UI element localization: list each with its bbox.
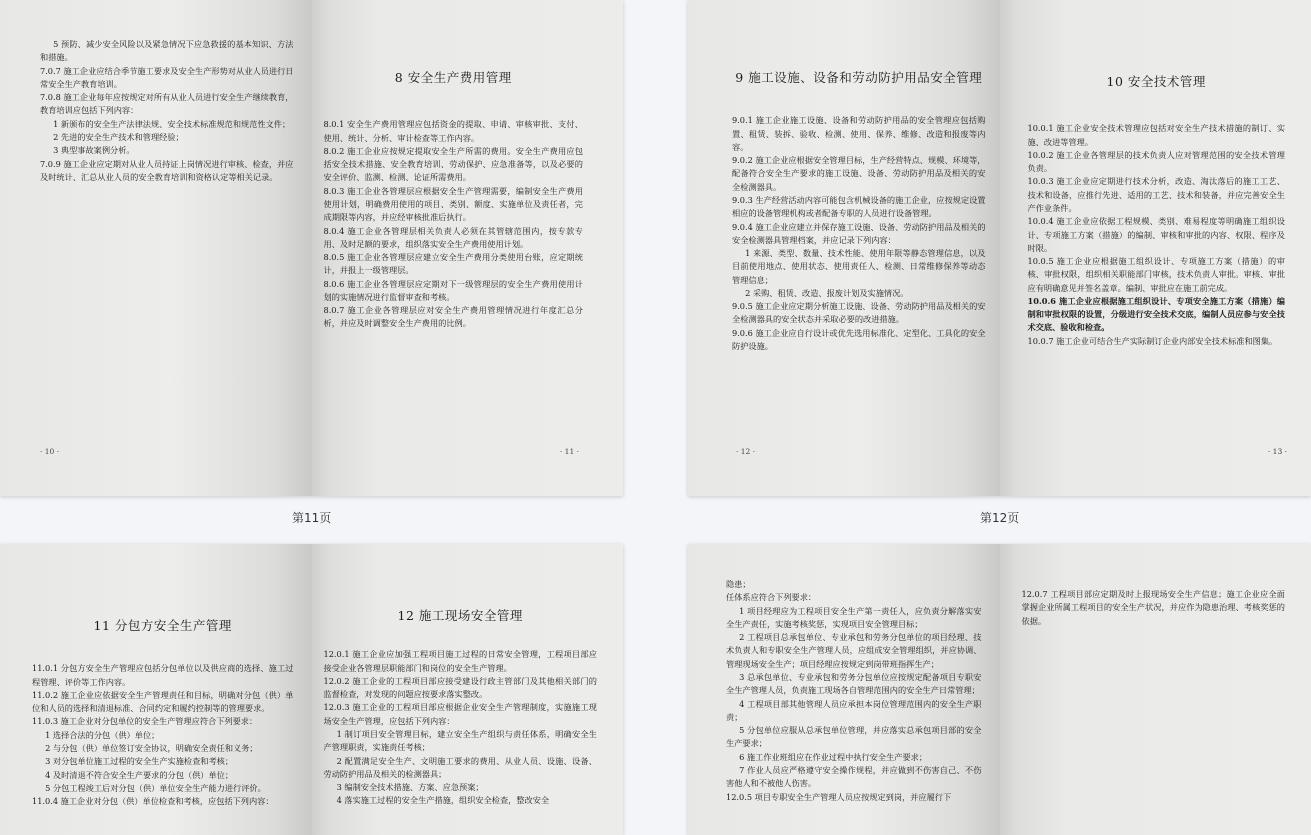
page-caption-11: 第11页 (292, 511, 332, 525)
book-page-13 (1000, 0, 1311, 496)
text-paragraph: 6 施工作业班组应在作业过程中执行安全生产要求； (739, 751, 928, 762)
chapter-title: 9 施工设施、设备和劳动防护用品安全管理 (735, 70, 983, 85)
text-paragraph: 2 与分包（供）单位签订安全协议，明确安全责任和义务； (45, 742, 258, 753)
text-paragraph: 11.0.3 施工企业对分包单位的安全生产管理应符合下列要求： (32, 716, 258, 727)
text-paragraph: 9.0.1 施工企业施工设施、设备和劳动防护用品的安全管理应包括购置、租赁、装拆、验收、检测、使用、保养、维修、改造和报废等内容。 (732, 115, 986, 152)
chapter-title: 12 施工现场安全管理 (397, 608, 523, 623)
text-paragraph: 7.0.7 施工企业应结合季节施工要求及安全生产形势对从业人员进行日常安全生产教育培训。 (40, 65, 294, 89)
book-page-11 (312, 0, 624, 496)
text-paragraph: 4 及时清退不符合安全生产要求的分包（供）单位； (45, 769, 234, 780)
page-text-block (324, 648, 598, 807)
text-paragraph: 1 选择合法的分包（供）单位； (45, 729, 160, 740)
page-caption-12: 第12页 (980, 511, 1020, 525)
text-paragraph: 3 编制安全技术措施、方案、应急预案； (336, 782, 484, 793)
text-paragraph: 3 典型事故案例分析。 (53, 145, 135, 156)
text-paragraph: 3 总承包单位、专业承包和劳务分包单位应按规定配备项目专职安全生产管理人员，负责施工现场各自管理范围内的安全生产日常管理； (726, 671, 982, 696)
text-paragraph: 11.0.4 施工企业对分包（供）单位检查和考核，应包括下列内容： (32, 796, 274, 807)
text-paragraph: 8.0.1 安全生产费用管理应包括资金的提取、申请、审核审批、支付、使用、统计、分析、审计检查等工作内容。 (323, 119, 583, 143)
text-paragraph: 1 新颁布的安全生产法律法规、安全技术标准规范和规范性文件； (53, 118, 291, 129)
text-paragraph: 任体系应符合下列要求： (726, 592, 817, 603)
text-paragraph: 10.0.3 施工企业应定期进行技术分析，改造、淘汰落后的施工工艺、技术和设备，应推行先进、适用的工艺、技术和装备，并应完善安全生产作业条件。 (1027, 176, 1285, 213)
text-paragraph: 10.0.2 施工企业各管理层的技术负责人应对管理范围的安全技术管理负责。 (1027, 149, 1285, 174)
text-paragraph: 隐患； (726, 579, 751, 589)
text-paragraph: 9.0.6 施工企业应自行设计或优先选用标准化、定型化、工具化的安全防护设施。 (732, 327, 986, 352)
book-page-15 (312, 544, 624, 835)
book-page-10 (0, 0, 312, 496)
page-text-block (32, 662, 294, 808)
page-text-block (40, 38, 294, 184)
text-paragraph: 5 预防、减少安全风险以及紧急情况下应急救援的基本知识、方法和措施。 (40, 39, 294, 63)
text-paragraph: 10.0.5 施工企业应根据施工组织设计、专项施工方案（措施）的审核、审批权限，组织相关职能部门审核，技术负责人审批。审核、审批应有明确意见并签名盖章。编制、审批应在施工前完成。 (1027, 256, 1285, 293)
text-paragraph: 4 工程项目部其他管理人员应承担本岗位管理范围内的安全生产职责； (726, 698, 982, 722)
text-paragraph: 2 先进的安全生产技术和管理经验； (53, 131, 184, 142)
page-number: · 12 · (736, 446, 756, 456)
text-paragraph: 2 配置满足安全生产、文明施工要求的费用、从业人员、设施、设备、劳动防护用品及相关的检测器具； (323, 755, 597, 779)
text-paragraph: 8.0.6 施工企业各管理层应定期对下一级管理层的安全生产费用使用计划的实施情况进行监督审查和考核。 (323, 278, 583, 302)
text-paragraph: 10.0.6 施工企业应根据施工组织设计、专项安全施工方案（措施）编制和审批权限的设置，分级进行安全技术交底，编制人员应参与安全技术交底、验收和检查。 (1027, 295, 1285, 333)
text-paragraph: 8.0.4 施工企业各管理层相关负责人必须在其管辖范围内，按专款专用、及时足额的要求，组织落实安全生产费用使用计划。 (323, 225, 583, 249)
page-number: · 13 · (1267, 446, 1287, 456)
text-paragraph: 7 作业人员应严格遵守安全操作规程，并应做到不伤害自己、不伤害他人和不被他人伤害。 (726, 764, 982, 789)
text-paragraph: 8.0.5 施工企业各管理层应建立安全生产费用分类使用台账，应定期统计，并报上一级管理层。 (323, 252, 583, 276)
book-page-16 (688, 544, 1000, 835)
book-page-12 (688, 0, 1000, 496)
text-paragraph: 12.0.7 工程项目部应定期及时上报现场安全生产信息；施工企业应全面掌握企业所属工程项目的安全生产状况，并应作为隐患治理、考核奖惩的依据。 (1021, 589, 1285, 626)
chapter-title: 11 分包方安全生产管理 (93, 618, 232, 633)
page-text-block (726, 578, 982, 804)
page-text-block (1028, 122, 1286, 348)
text-paragraph: 3 对分包单位施工过程的安全生产实施检查和考核； (45, 756, 234, 767)
chapter-title: 8 安全生产费用管理 (394, 70, 512, 85)
chapter-title: 10 安全技术管理 (1106, 74, 1206, 89)
text-paragraph: 10.0.1 施工企业安全技术管理应包括对安全生产技术措施的制订、实施、改进等管理。 (1027, 123, 1285, 147)
text-paragraph: 12.0.3 施工企业的工程项目部应根据企业安全生产管理制度，实施施工现场安全生产管理，应包括下列内容： (323, 702, 597, 726)
text-paragraph: 7.0.8 施工企业每年应按规定对所有从业人员进行安全生产继续教育，教育培训应包括下列内容： (40, 92, 294, 116)
text-paragraph: 7.0.9 施工企业应定期对从业人员持证上岗情况进行审核、检查，并应及时统计、汇总从业人员的安全教育培训和资格认定等相关记录。 (40, 158, 294, 182)
book-page-17 (1000, 544, 1311, 835)
page-text-block (324, 118, 584, 331)
text-paragraph: 8.0.7 施工企业各管理层应对安全生产费用管理情况进行年度汇总分析，并应及时调整安全生产费用的比例。 (323, 305, 583, 329)
text-paragraph: 2 工程项目总承包单位、专业承包和劳务分包单位的项目经理、技术负责人和专职安全生产管理人员，应组成安全管理组织，并应协调、管理现场安全生产；项目经理应按规定到岗带班指挥生产； (726, 632, 982, 669)
text-paragraph: 5 分包工程竣工后对分包（供）单位安全生产能力进行评价。 (45, 782, 266, 793)
text-paragraph: 10.0.7 施工企业可结合生产实际制订企业内部安全技术标准和图集。 (1027, 335, 1278, 346)
text-paragraph: 9.0.2 施工企业应根据安全管理目标，生产经营特点、规模、环境等，配备符合安全生产要求的施工设施、设备、劳动防护用品及相关的安全检测器具。 (732, 155, 986, 192)
text-paragraph: 8.0.2 施工企业应按规定提取安全生产所需的费用。安全生产费用应包括安全技术措施、安全教育培训、劳动保护、应急准备等，以及必要的安全评价、监测、检测、论证所需费用。 (323, 145, 583, 183)
page-spread-13[interactable] (0, 544, 623, 835)
page-text-block (732, 114, 986, 353)
page-text-block (1022, 588, 1286, 628)
text-paragraph: 9.0.5 施工企业应定期分析施工设施、设备、劳动防护用品及相关的安全检测器具的安全状态并采取必要的改进措施。 (732, 301, 986, 325)
text-paragraph: 10.0.4 施工企业应依据工程规模、类别、难易程度等明确施工组织设计、专项施工方案（措施）的编制、审核和审批的内容、权限、程序及时限。 (1027, 216, 1285, 253)
text-paragraph: 12.0.5 项目专职安全生产管理人员应按规定到岗，并应履行下 (726, 791, 952, 802)
text-paragraph: 9.0.4 施工企业应建立并保存施工设施、设备、劳动防护用品及相关的安全检测器具管理档案，并应记录下列内容： (732, 221, 986, 245)
text-paragraph: 9.0.3 生产经营活动内容可能包含机械设备的施工企业，应按规定设置相应的设备管理机构或者配备专职的人员进行设备管理。 (732, 194, 986, 219)
page-spread-14[interactable] (688, 544, 1311, 835)
page-spread-12[interactable] (688, 0, 1311, 496)
text-paragraph: 12.0.1 施工企业应加强工程项目施工过程的日常安全管理，工程项目部应接受企业各管理层职能部门和岗位的安全生产管理。 (323, 649, 597, 673)
text-paragraph: 11.0.2 施工企业应依据安全生产管理责任和目标，明确对分包（供）单位和人员的选择和清退标准、合同约定和履约控制等的管理要求。 (32, 689, 294, 714)
page-number: · 10 · (40, 446, 60, 456)
text-paragraph: 12.0.2 施工企业的工程项目部应接受建设行政主管部门及其他相关部门的监督检查，对发现的问题应按要求落实整改。 (323, 675, 597, 700)
text-paragraph: 1 来源、类型、数量、技术性能、使用年限等静态管理信息，以及目前使用地点、使用状态、使用责任人、检测、日常维修保养等动态管理信息； (732, 248, 986, 285)
text-paragraph: 8.0.3 施工企业各管理层应根据安全生产管理需要，编制安全生产费用使用计划，明确费用使用的项目、类别、额度、实施单位及责任者，完成期限等内容，并应经审核批准后执行。 (323, 185, 583, 223)
text-paragraph: 1 制订项目安全管理目标，建立安全生产组织与责任体系，明确安全生产管理职责，实施责任考核； (323, 728, 597, 753)
book-page-14 (0, 544, 312, 835)
text-paragraph: 4 落实施工过程的安全生产措施，组织安全检查，整改安全 (336, 795, 550, 806)
page-number: · 11 · (559, 446, 579, 456)
text-paragraph: 2 采购、租赁、改造、报废计划及实施情况。 (745, 287, 909, 298)
text-paragraph: 11.0.1 分包方安全生产管理应包括分包单位以及供应商的选择、施工过程管理、评价等工作内容。 (32, 663, 294, 687)
page-spread-11[interactable] (0, 0, 623, 496)
text-paragraph: 1 项目经理应为工程项目安全生产第一责任人，应负责分解落实安全生产责任，实施考核奖惩，实现项目安全管理目标； (726, 605, 982, 629)
text-paragraph: 5 分包单位应服从总承包单位管理，并应落实总承包项目部的安全生产要求； (726, 725, 982, 749)
